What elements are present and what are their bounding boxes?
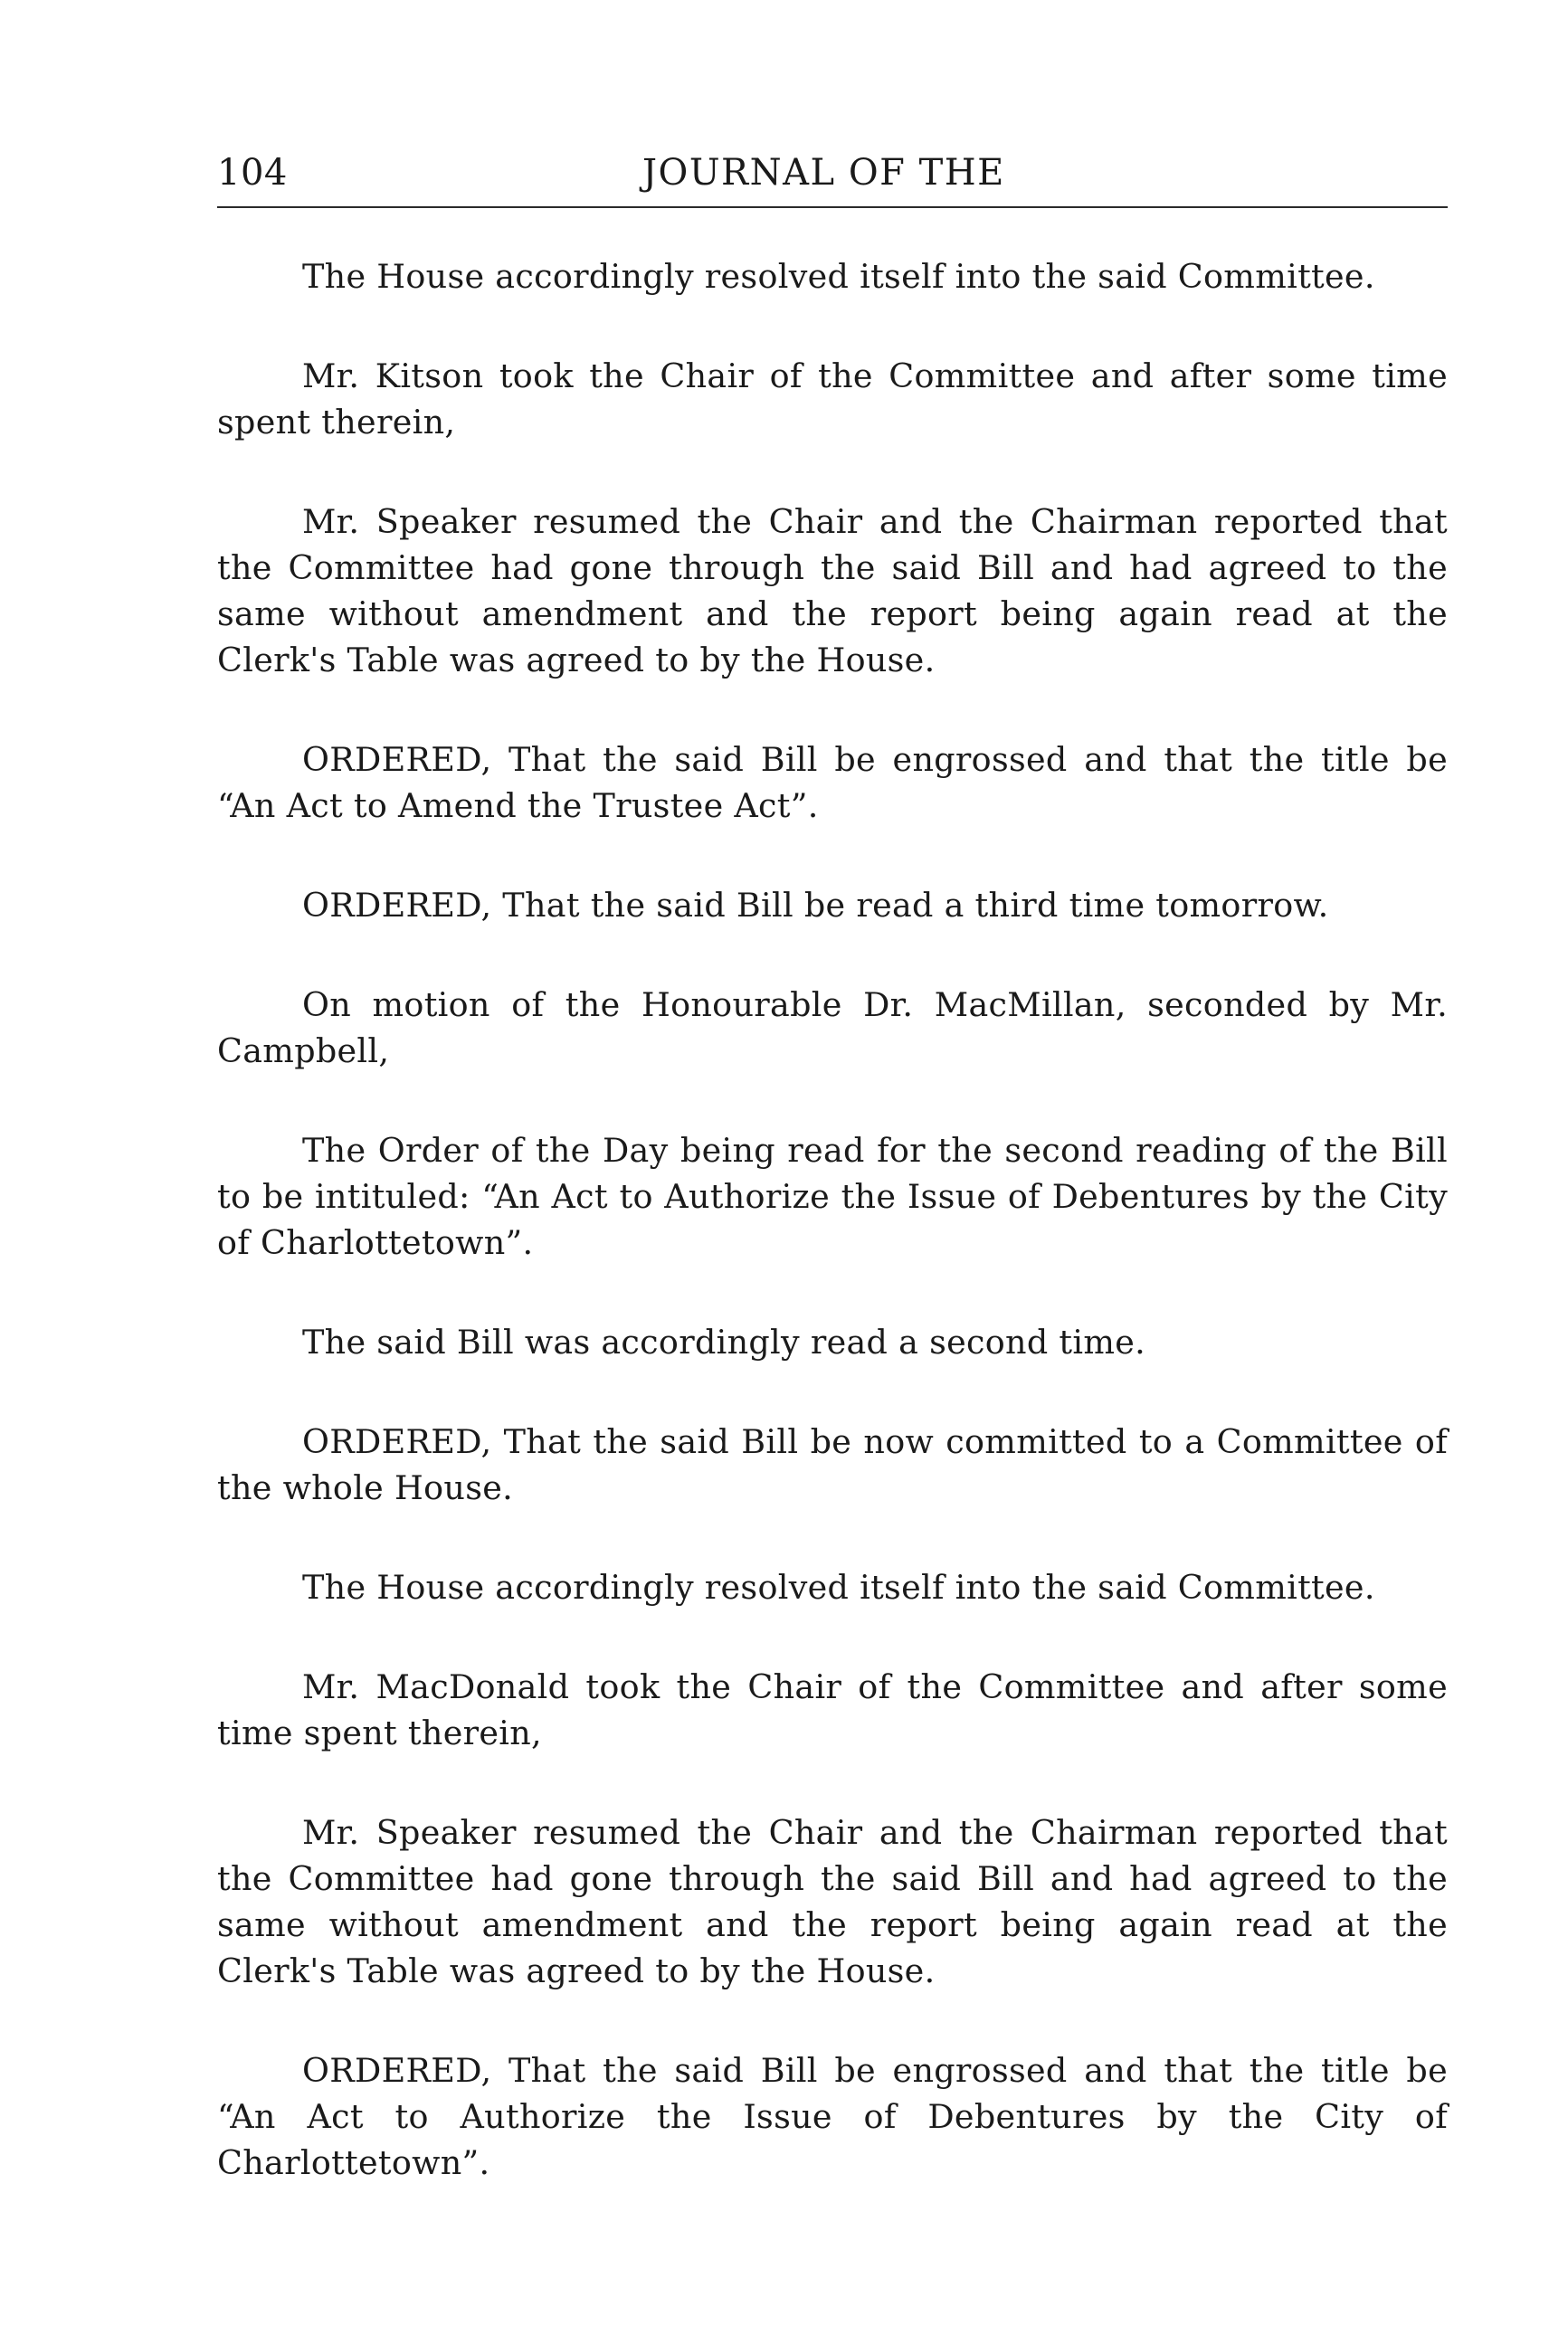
paragraph: On motion of the Honourable Dr. MacMillan, seconded by Mr. Campbell, — [217, 985, 1448, 1070]
running-header — [217, 145, 1448, 208]
paragraph: The House accordingly resolved itself into the said Committee. — [302, 1568, 1375, 1607]
paragraph: The said Bill was accordingly read a second time. — [302, 1323, 1146, 1362]
paragraph: Mr. MacDonald took the Chair of the Committee and after some time spent therein, — [217, 1667, 1448, 1752]
document-page — [217, 145, 1448, 2239]
paragraph: ORDERED, That the said Bill be read a third time tomorrow. — [302, 886, 1329, 925]
paragraph: The House accordingly resolved itself into the said Committee. — [302, 257, 1375, 296]
paragraph: ORDERED, That the said Bill be engrossed and that the title be “An Act to Authorize the Issue of Debentures by the City of Charlottetown”. — [217, 2051, 1448, 2182]
paragraph: Mr. Speaker resumed the Chair and the Chairman reported that the Committee had gone through the said Bill and had agreed to the same without amendment and the report being again read at the Clerk's Table was agreed to by the House. — [217, 1813, 1448, 1990]
paragraph: The Order of the Day being read for the second reading of the Bill to be intituled: “An Act to Authorize the Issue of Debentures by the City of Charlottetown”. — [217, 1131, 1448, 1262]
page-number: 104 — [217, 152, 288, 194]
header-rule — [217, 206, 1448, 208]
paragraph: Mr. Speaker resumed the Chair and the Chairman reported that the Committee had gone through the said Bill and had agreed to the same without amendment and the report being again read at the Clerk's Table was agreed to by the House. — [217, 502, 1448, 679]
paragraph: Mr. Kitson took the Chair of the Committee and after some time spent therein, — [217, 356, 1448, 441]
document-body — [217, 253, 1448, 2186]
paragraph: ORDERED, That the said Bill be now committed to a Committee of the whole House. — [217, 1422, 1448, 1507]
running-title: JOURNAL OF THE — [642, 152, 1005, 194]
paragraph: ORDERED, That the said Bill be engrossed and that the title be “An Act to Amend the Trustee Act”. — [217, 740, 1448, 825]
